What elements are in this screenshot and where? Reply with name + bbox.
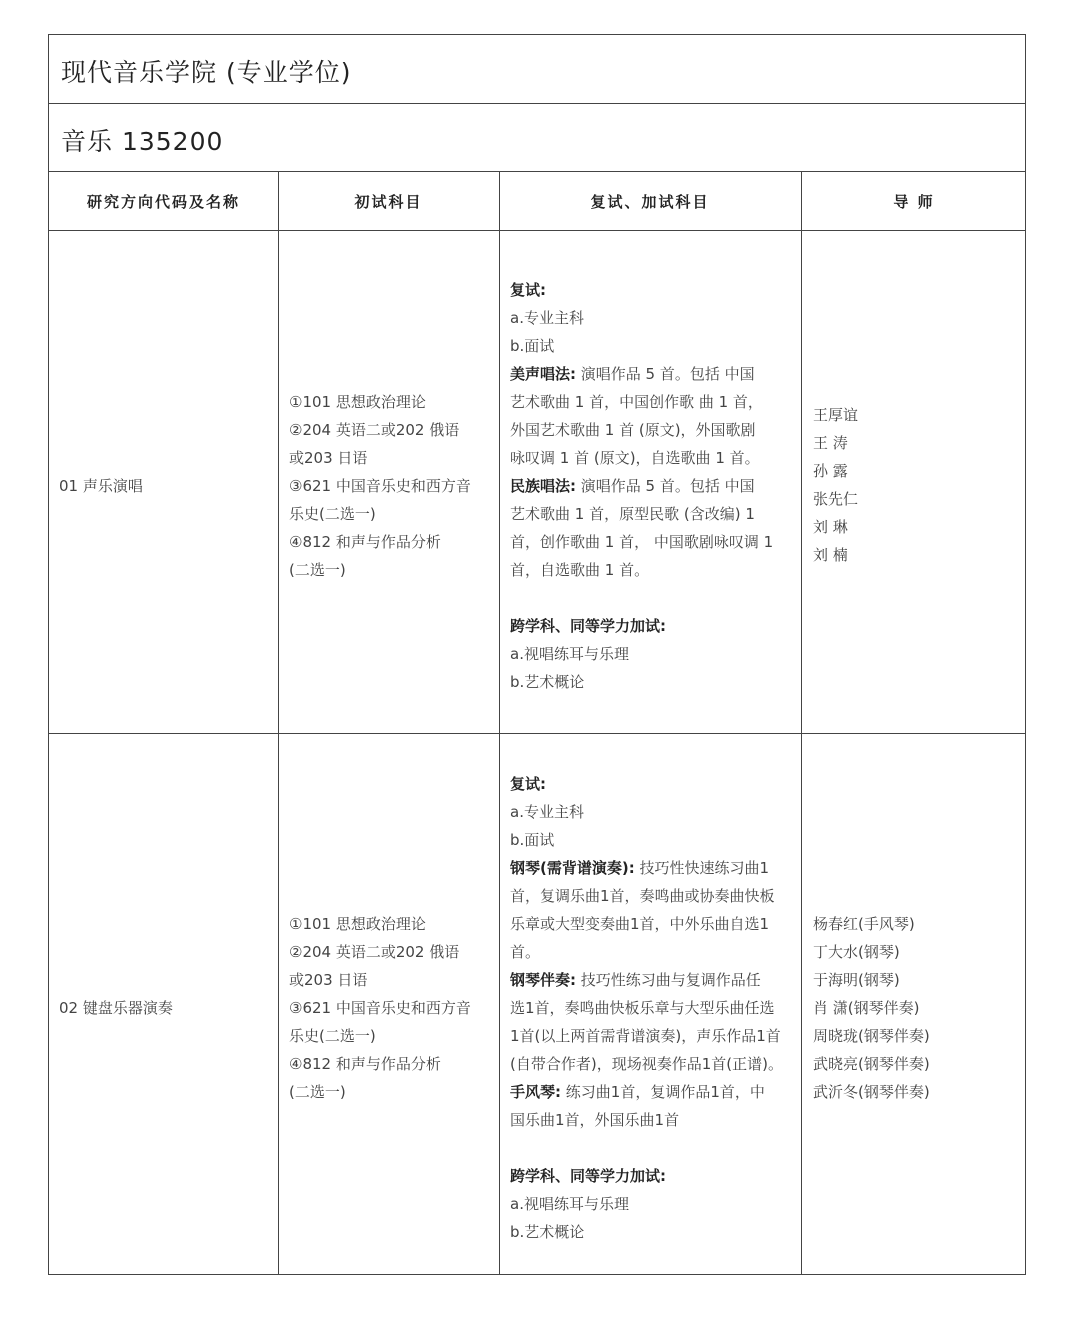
extra-exam-heading: 跨学科、同等学力加试: [510,1167,666,1185]
exam-line: (二选一) [289,561,346,579]
tutor-name: 杨春红(手风琴) [813,915,915,933]
exam-line: ④812 和声与作品分析 [289,533,441,551]
repertoire-text: 首，自选歌曲 1 首。 [510,561,650,579]
repertoire-text: 乐章或大型变奏曲1首，中外乐曲自选1 [510,915,770,933]
repertoire-text: 选1首，奏鸣曲快板乐章与大型乐曲任选 [510,999,775,1017]
retest-item: b.面试 [510,831,555,849]
repertoire-label: 钢琴伴奏: [510,971,576,989]
retest-item: b.面试 [510,337,555,355]
major-title: 音乐 135200 [61,127,224,156]
tutor-name: 武沂冬(钢琴伴奏) [813,1083,930,1101]
repertoire-line [510,472,798,500]
repertoire-line [510,360,798,388]
repertoire-text: 首，创作歌曲 1 首， 中国歌剧咏叹调 1 [510,533,774,551]
col-divider-2 [499,172,500,1274]
repertoire-text: 1首(以上两首需背谱演奏)，声乐作品1首 [510,1027,781,1045]
repertoire-line [510,966,798,994]
repertoire-text: 首，复调乐曲1首，奏鸣曲或协奏曲快板 [510,887,775,905]
row-divider [49,733,1025,734]
repertoire-text: 练习曲1首，复调作品1首，中 [565,1083,765,1101]
tutor-name: 丁大水(钢琴) [813,943,900,961]
exam-line: ③621 中国音乐史和西方音 [289,999,471,1017]
exam-line: ①101 思想政治理论 [289,393,426,411]
repertoire-text: 技巧性练习曲与复调作品任 [580,971,761,989]
direction-cell: 01 声乐演唱 [59,477,143,495]
col-header-exam: 初试科目 [354,192,423,211]
tutor-name: 刘 琳 [813,518,848,536]
title-row [49,35,1025,104]
subtitle-row [49,104,1025,172]
tutor-name: 王 涛 [813,434,848,452]
tutor-name: 刘 楠 [813,546,848,564]
extra-exam-item: b.艺术概论 [510,673,585,691]
page-title: 现代音乐学院 (专业学位) [61,58,352,87]
col-header-direction: 研究方向代码及名称 [86,192,240,211]
retest-item: a.专业主科 [510,803,584,821]
repertoire-text: 艺术歌曲 1 首，原型民歌 (含改编) 1 [510,505,755,523]
header-divider [49,230,1025,231]
retest-heading: 复试: [510,281,546,299]
repertoire-label: 手风琴: [510,1083,561,1101]
exam-line: ③621 中国音乐史和西方音 [289,477,471,495]
repertoire-text: 咏叹调 1 首 (原文)，自选歌曲 1 首。 [510,449,760,467]
tutor-name: 孙 露 [813,462,848,480]
exam-line: 或203 日语 [289,971,368,989]
retest-heading: 复试: [510,775,546,793]
extra-exam-heading: 跨学科、同等学力加试: [510,617,666,635]
exam-line: ④812 和声与作品分析 [289,1055,441,1073]
tutor-name: 肖 潇(钢琴伴奏) [813,999,920,1017]
repertoire-line [510,854,798,882]
extra-exam-item: b.艺术概论 [510,1223,585,1241]
retest-cell [510,770,798,1246]
exam-line: 乐史(二选一) [289,1027,376,1045]
tutor-cell [813,910,930,1106]
retest-item: a.专业主科 [510,309,584,327]
repertoire-text: 技巧性快速练习曲1 [639,859,770,877]
admission-table [48,34,1026,1275]
repertoire-text: 艺术歌曲 1 首，中国创作歌 曲 1 首， [510,393,763,411]
tutor-name: 张先仁 [813,490,859,508]
col-divider-3 [801,172,802,1274]
col-divider-1 [278,172,279,1274]
repertoire-line [510,1078,798,1106]
exam-line: ②204 英语二或202 俄语 [289,421,460,439]
repertoire-text: 首。 [510,943,541,961]
exam-cell [289,910,471,1106]
col-header-tutor: 导 师 [893,192,935,211]
direction-cell: 02 键盘乐器演奏 [59,999,173,1017]
repertoire-label: 钢琴(需背谱演奏): [510,859,635,877]
extra-exam-item: a.视唱练耳与乐理 [510,1195,629,1213]
repertoire-text: 外国艺术歌曲 1 首 (原文)，外国歌剧 [510,421,756,439]
repertoire-label: 民族唱法: [510,477,576,495]
exam-line: (二选一) [289,1083,346,1101]
tutor-cell [813,401,858,569]
exam-line: ②204 英语二或202 俄语 [289,943,460,961]
exam-line: 乐史(二选一) [289,505,376,523]
exam-cell [289,388,471,584]
exam-line: 或203 日语 [289,449,368,467]
retest-cell [510,276,798,696]
col-header-retest: 复试、加试科目 [590,192,710,211]
extra-exam-item: a.视唱练耳与乐理 [510,645,629,663]
tutor-name: 王厚谊 [813,406,859,424]
repertoire-label: 美声唱法: [510,365,576,383]
repertoire-text: 演唱作品 5 首。包括 中国 [580,365,755,383]
repertoire-text: (自带合作者)，现场视奏作品1首(正谱)。 [510,1055,783,1073]
tutor-name: 武晓亮(钢琴伴奏) [813,1055,930,1073]
tutor-name: 于海明(钢琴) [813,971,900,989]
repertoire-text: 演唱作品 5 首。包括 中国 [580,477,755,495]
tutor-name: 周晓珑(钢琴伴奏) [813,1027,930,1045]
repertoire-text: 国乐曲1首，外国乐曲1首 [510,1111,680,1129]
exam-line: ①101 思想政治理论 [289,915,426,933]
